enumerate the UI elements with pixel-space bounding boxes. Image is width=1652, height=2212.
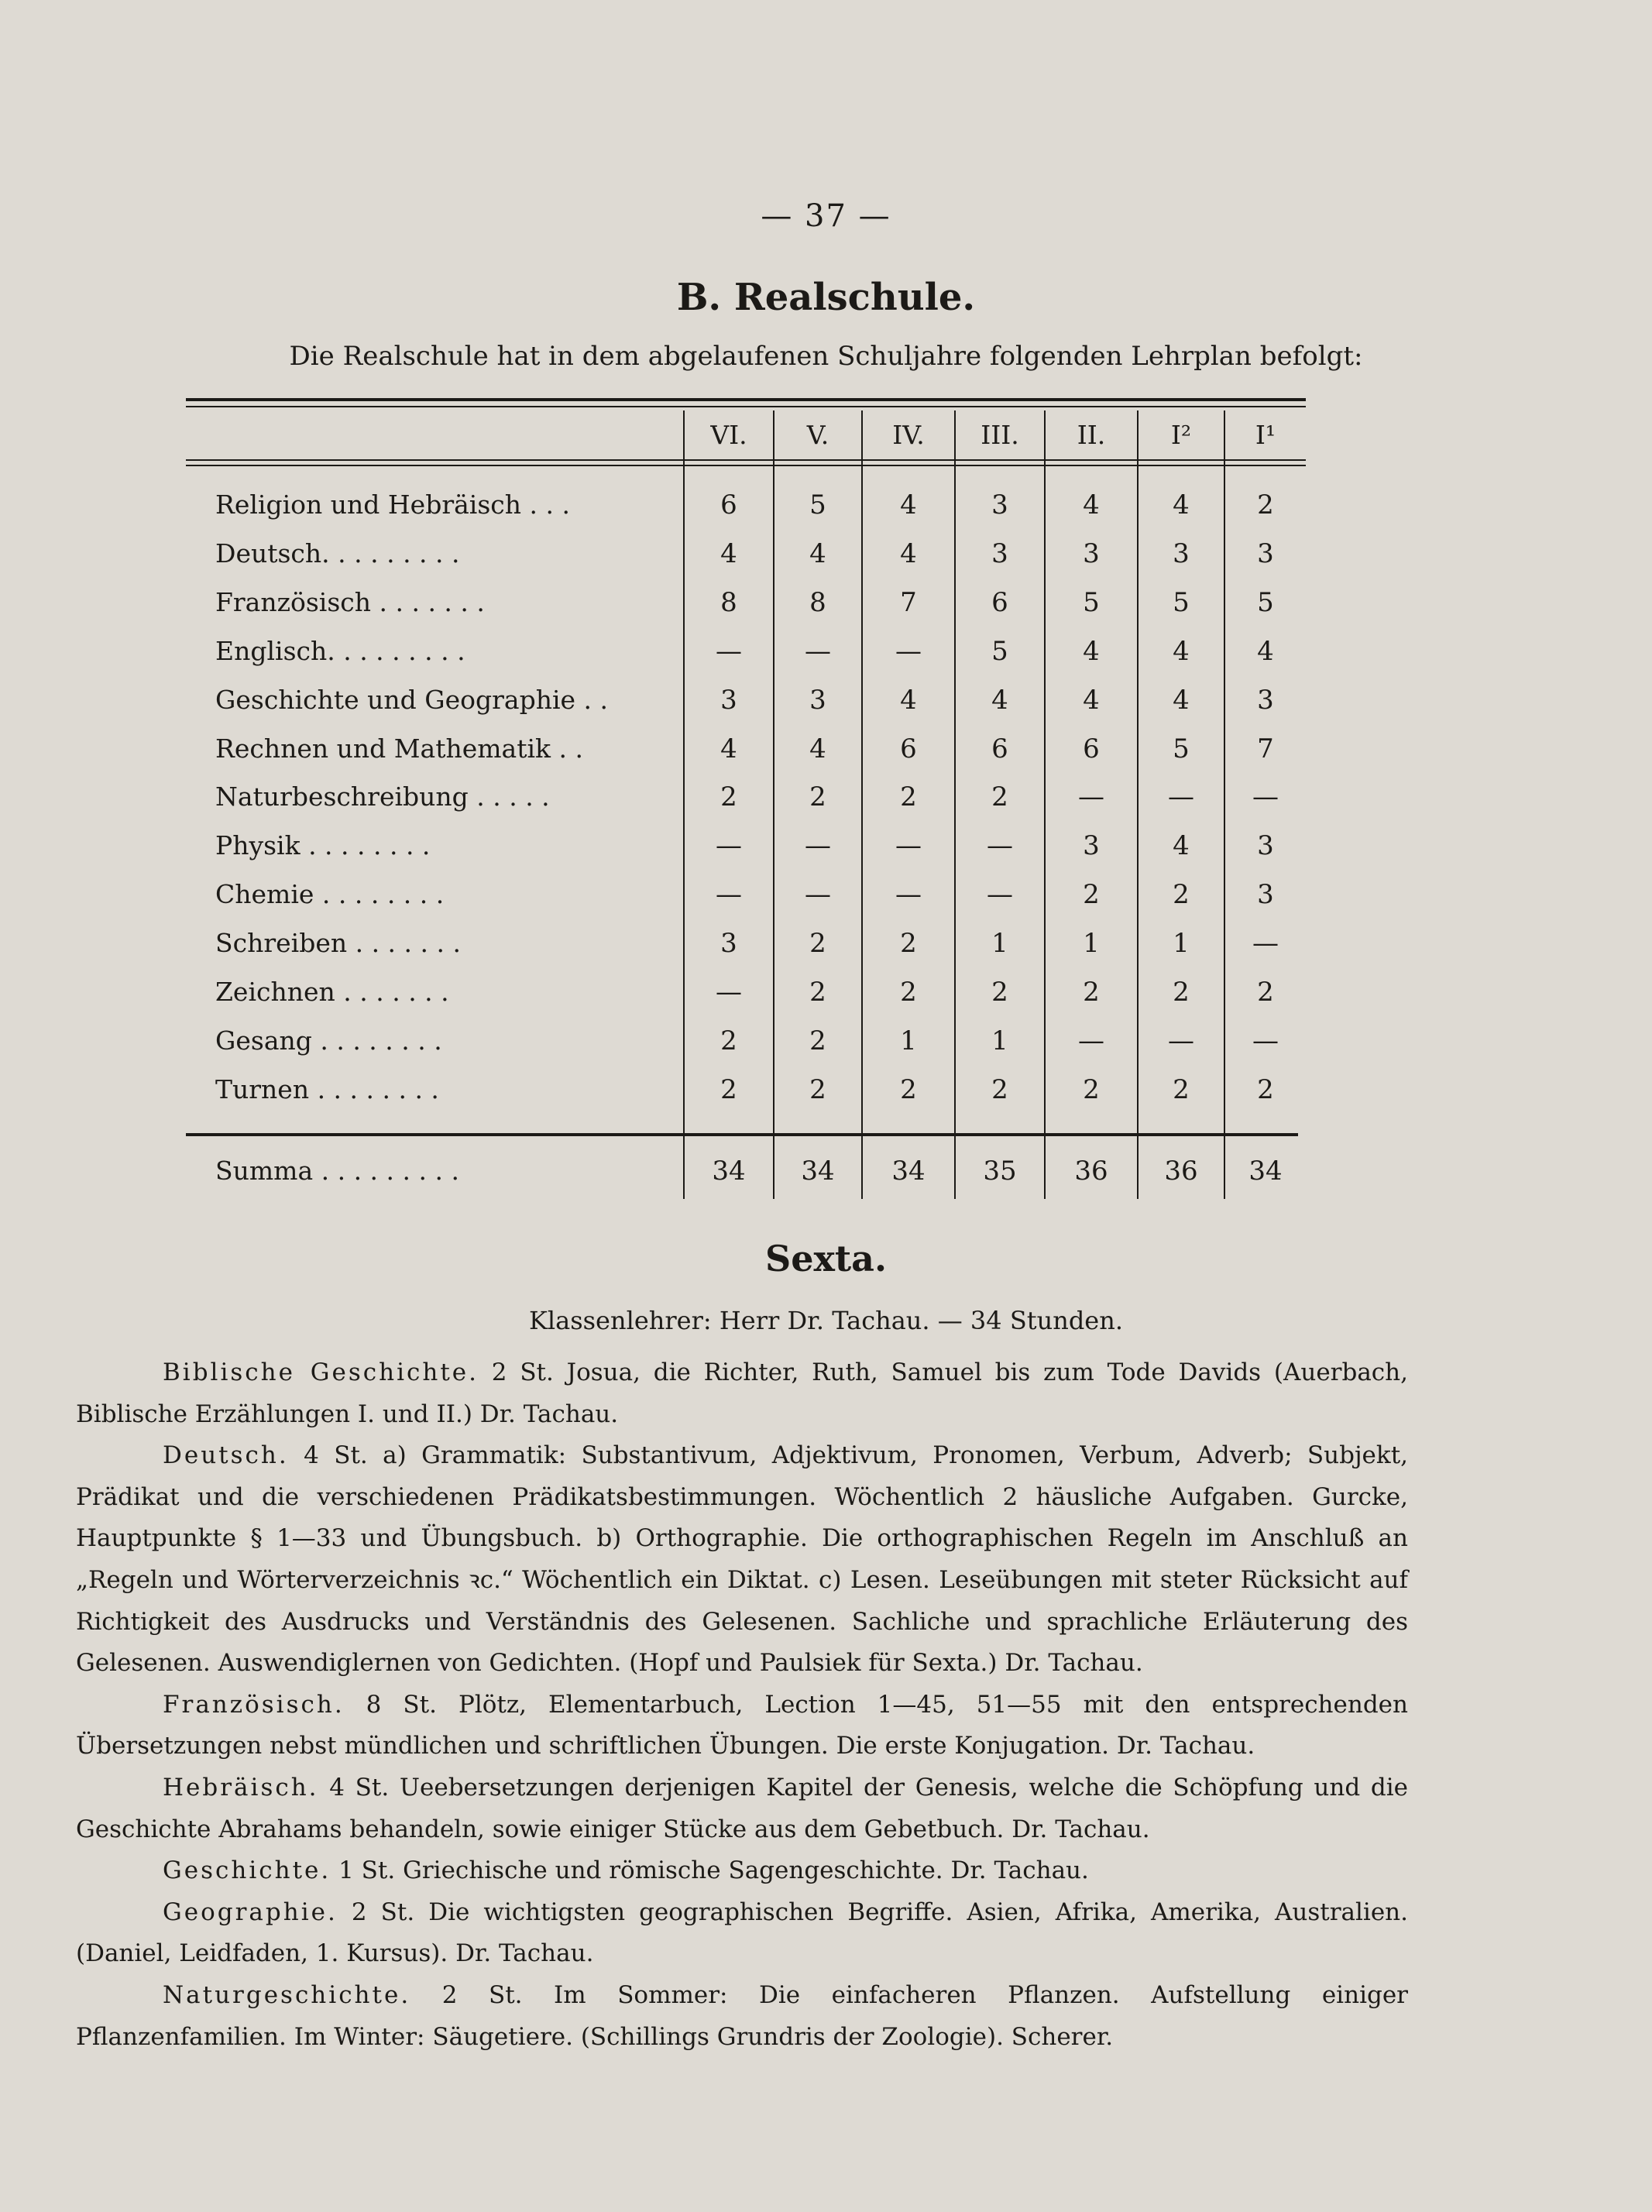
- table-row-hours: 2: [1257, 1074, 1274, 1105]
- table-row-hours: 1: [900, 1025, 917, 1056]
- subject-details: 2 St. Die wichtigsten geographischen Begriffe. Asien, Afrika, Amerika, Australien. (Daniel, Leidfaden, 1. Kursus). Dr. Tachau.: [76, 1898, 1408, 1968]
- table-row-hours: —: [716, 879, 742, 910]
- table-row-hours: 8: [720, 587, 737, 618]
- table-row-hours: 3: [991, 538, 1008, 569]
- column-header: V.: [806, 420, 829, 450]
- table-row-hours: —: [1168, 781, 1194, 812]
- table-top-rule: [186, 398, 1306, 401]
- column-header: I²: [1170, 420, 1192, 450]
- syllabus-paragraph: [76, 1352, 1408, 1435]
- table-row-hours: 1: [991, 1025, 1008, 1056]
- table-row-hours: 2: [809, 928, 826, 959]
- table-row-hours: 5: [991, 636, 1008, 667]
- table-row-hours: 2: [1173, 879, 1190, 910]
- subject-topic: Hebräisch.: [163, 1773, 319, 1802]
- subject-topic: Naturgeschichte.: [163, 1980, 411, 2009]
- table-row-hours: 3: [1173, 538, 1190, 569]
- table-row-hours: —: [805, 636, 831, 667]
- section-heading: B. Realschule.: [676, 276, 976, 319]
- total-row-subject: Summa . . . . . . . . .: [215, 1156, 459, 1186]
- table-row-hours: —: [987, 879, 1013, 910]
- table-row-hours: 2: [1083, 1074, 1100, 1105]
- table-row-hours: —: [716, 636, 742, 667]
- syllabus-paragraph: [76, 1975, 1408, 2058]
- table-row-hours: —: [716, 830, 742, 861]
- table-row-hours: 2: [900, 1074, 917, 1105]
- syllabus-paragraph: [76, 1892, 1408, 1975]
- table-row-hours: 1: [991, 928, 1008, 959]
- column-header: VI.: [710, 420, 747, 450]
- table-row-hours: 3: [720, 685, 737, 716]
- table-row-subject: Geschichte und Geographie . .: [215, 685, 609, 715]
- table-top-rule-thin: [186, 406, 1306, 407]
- subject-details: 2 St. Josua, die Richter, Ruth, Samuel bis zum Tode Davids (Auerbach, Biblische Erzählungen I. und II.) Dr. Tachau.: [76, 1358, 1408, 1428]
- table-row-hours: 4: [900, 685, 917, 716]
- table-row-hours: 7: [1257, 733, 1274, 764]
- table-row-hours: 2: [720, 781, 737, 812]
- subject-details: 4 St. Ueebersetzungen derjenigen Kapitel der Genesis, welche die Schöpfung und die Geschichte Abrahams behandeln, sowie einiger Stücke aus dem Gebetbuch. Dr. Tachau.: [76, 1773, 1408, 1843]
- subject-details: 8 St. Plötz, Elementarbuch, Lection 1—45, 51—55 mit den entsprechenden Übersetzungen nebst mündlichen und schriftlichen Übungen. Die erste Konjugation. Dr. Tachau.: [76, 1690, 1408, 1760]
- subject-topic: Deutsch.: [163, 1441, 289, 1470]
- table-row-hours: 2: [991, 977, 1008, 1008]
- column-header: III.: [981, 420, 1019, 450]
- sum-rule: [186, 1133, 1298, 1136]
- class-teacher-line: Klassenlehrer: Herr Dr. Tachau. — 34 Stunden.: [528, 1306, 1124, 1335]
- total-row-hours: 34: [801, 1156, 835, 1187]
- table-row-hours: 2: [809, 977, 826, 1008]
- syllabus-text: [76, 1352, 1408, 2058]
- table-row-hours: 4: [809, 733, 826, 764]
- table-row-hours: 4: [1173, 685, 1190, 716]
- total-row-hours: 34: [891, 1156, 926, 1187]
- table-row-hours: —: [1252, 1025, 1279, 1056]
- table-row-hours: 5: [1173, 733, 1190, 764]
- table-row-hours: 8: [809, 587, 826, 618]
- table-row-hours: 4: [1083, 489, 1100, 520]
- syllabus-paragraph: [76, 1435, 1408, 1685]
- table-row-hours: 5: [809, 489, 826, 520]
- total-row-hours: 35: [983, 1156, 1017, 1187]
- table-row-hours: —: [895, 879, 922, 910]
- table-row-hours: 1: [1173, 928, 1190, 959]
- table-row-hours: 2: [1173, 1074, 1190, 1105]
- table-row-hours: 4: [1083, 636, 1100, 667]
- table-row-hours: 4: [1173, 489, 1190, 520]
- column-header: I¹: [1255, 420, 1276, 450]
- table-row-hours: 4: [1173, 830, 1190, 861]
- subject-details: 4 St. a) Grammatik: Substantivum, Adjektivum, Pronomen, Verbum, Adverb; Subjekt, Prädikat und die verschiedenen Prädikatsbestimmungen. Wöchentlich 2 häusliche Aufgaben. Gurcke, Hauptpunkte § 1—33 und Übungsbuch. b) Orthographie. Die orthographischen Regeln im Anschluß an „Regeln und Wörterverzeichnis ꝛc.“ Wöchentlich ein Diktat. c) Lesen. Leseübungen mit steter Rücksicht auf Richtigkeit des Ausdrucks und Verständnis des Gelesenen. Sachliche und sprachliche Erläuterung des Gelesenen. Auswendiglernen von Gedichten. (Hopf und Paulsiek für Sexta.) Dr. Tachau.: [76, 1441, 1408, 1678]
- column-header: II.: [1077, 420, 1106, 450]
- table-row-hours: 2: [1173, 977, 1190, 1008]
- table-row-subject: Religion und Hebräisch . . .: [215, 489, 570, 520]
- table-row-hours: 3: [1257, 538, 1274, 569]
- table-row-hours: —: [805, 830, 831, 861]
- table-row-hours: 2: [900, 977, 917, 1008]
- syllabus-paragraph: [76, 1850, 1408, 1892]
- table-row-hours: 2: [1257, 977, 1274, 1008]
- total-row-hours: 34: [712, 1156, 746, 1187]
- class-heading: Sexta.: [765, 1238, 887, 1279]
- subject-topic: Geographie.: [163, 1898, 338, 1926]
- table-row-hours: 1: [1083, 928, 1100, 959]
- syllabus-paragraph: [76, 1767, 1408, 1850]
- table-row-subject: Chemie . . . . . . . .: [215, 879, 445, 909]
- table-row-hours: —: [716, 977, 742, 1008]
- table-row-hours: 4: [900, 538, 917, 569]
- syllabus-paragraph: [76, 1685, 1408, 1767]
- table-row-subject: Englisch. . . . . . . . .: [215, 636, 465, 666]
- table-row-hours: 3: [1257, 879, 1274, 910]
- table-row-hours: 4: [720, 733, 737, 764]
- table-row-hours: 4: [1083, 685, 1100, 716]
- table-row-hours: 3: [1083, 538, 1100, 569]
- table-row-hours: 2: [900, 781, 917, 812]
- table-row-hours: —: [987, 830, 1013, 861]
- page-number: — 37 —: [761, 198, 891, 234]
- table-row-subject: Schreiben . . . . . . .: [215, 928, 461, 958]
- table-row-hours: —: [805, 879, 831, 910]
- table-row-hours: 5: [1173, 587, 1190, 618]
- table-row-hours: 2: [809, 1074, 826, 1105]
- subject-details: 1 St. Griechische und römische Sagengeschichte. Dr. Tachau.: [331, 1856, 1089, 1885]
- table-row-hours: —: [1078, 1025, 1104, 1056]
- table-row-subject: Naturbeschreibung . . . . .: [215, 781, 550, 812]
- table-row-subject: Physik . . . . . . . .: [215, 830, 431, 860]
- table-row-hours: 3: [1257, 830, 1274, 861]
- table-row-hours: 2: [1257, 489, 1274, 520]
- table-row-hours: 4: [720, 538, 737, 569]
- table-row-hours: 4: [1173, 636, 1190, 667]
- total-row-hours: 34: [1248, 1156, 1283, 1187]
- table-row-hours: 2: [720, 1025, 737, 1056]
- table-row-hours: —: [1078, 781, 1104, 812]
- table-row-hours: 5: [1083, 587, 1100, 618]
- table-row-hours: 2: [1083, 879, 1100, 910]
- table-row-hours: 2: [1083, 977, 1100, 1008]
- table-row-hours: 3: [809, 685, 826, 716]
- table-row-subject: Gesang . . . . . . . .: [215, 1025, 442, 1056]
- table-row-subject: Rechnen und Mathematik . .: [215, 733, 584, 764]
- table-row-hours: 6: [1083, 733, 1100, 764]
- table-row-hours: 6: [900, 733, 917, 764]
- table-row-hours: 6: [720, 489, 737, 520]
- table-row-hours: 6: [991, 587, 1008, 618]
- table-row-hours: 3: [1257, 685, 1274, 716]
- subject-topic: Biblische Geschichte.: [163, 1358, 479, 1386]
- table-row-hours: 4: [1257, 636, 1274, 667]
- subject-topic: Geschichte.: [163, 1856, 331, 1885]
- table-row-hours: —: [1252, 781, 1279, 812]
- table-row-hours: 4: [991, 685, 1008, 716]
- total-row-hours: 36: [1164, 1156, 1198, 1187]
- total-row-hours: 36: [1074, 1156, 1108, 1187]
- table-row-subject: Zeichnen . . . . . . .: [215, 977, 449, 1007]
- table-row-hours: 2: [991, 1074, 1008, 1105]
- table-row-hours: 3: [991, 489, 1008, 520]
- table-row-hours: 2: [809, 781, 826, 812]
- column-header: IV.: [892, 420, 925, 450]
- table-row-hours: —: [1168, 1025, 1194, 1056]
- table-row-hours: 7: [900, 587, 917, 618]
- table-row-hours: 2: [991, 781, 1008, 812]
- table-row-subject: Deutsch. . . . . . . . .: [215, 538, 460, 568]
- table-row-subject: Französisch . . . . . . .: [215, 587, 485, 617]
- subject-topic: Französisch.: [163, 1690, 345, 1719]
- table-row-hours: 4: [900, 489, 917, 520]
- table-row-hours: —: [895, 636, 922, 667]
- table-row-hours: 2: [809, 1025, 826, 1056]
- subject-details: 2 St. Im Sommer: Die einfacheren Pflanzen. Aufstellung einiger Pflanzenfamilien. Im Winter: Säugetiere. (Schillings Grundris der Zoologie). Scherer.: [76, 1980, 1408, 2051]
- table-row-hours: 2: [720, 1074, 737, 1105]
- table-row-hours: 6: [991, 733, 1008, 764]
- table-row-subject: Turnen . . . . . . . .: [215, 1074, 439, 1104]
- intro-line: Die Realschule hat in dem abgelaufenen Schuljahre folgenden Lehrplan befolgt:: [289, 341, 1363, 372]
- table-row-hours: 4: [809, 538, 826, 569]
- table-row-hours: 3: [1083, 830, 1100, 861]
- table-row-hours: 2: [900, 928, 917, 959]
- table-row-hours: —: [1252, 928, 1279, 959]
- table-row-hours: 3: [720, 928, 737, 959]
- table-row-hours: —: [895, 830, 922, 861]
- table-row-hours: 5: [1257, 587, 1274, 618]
